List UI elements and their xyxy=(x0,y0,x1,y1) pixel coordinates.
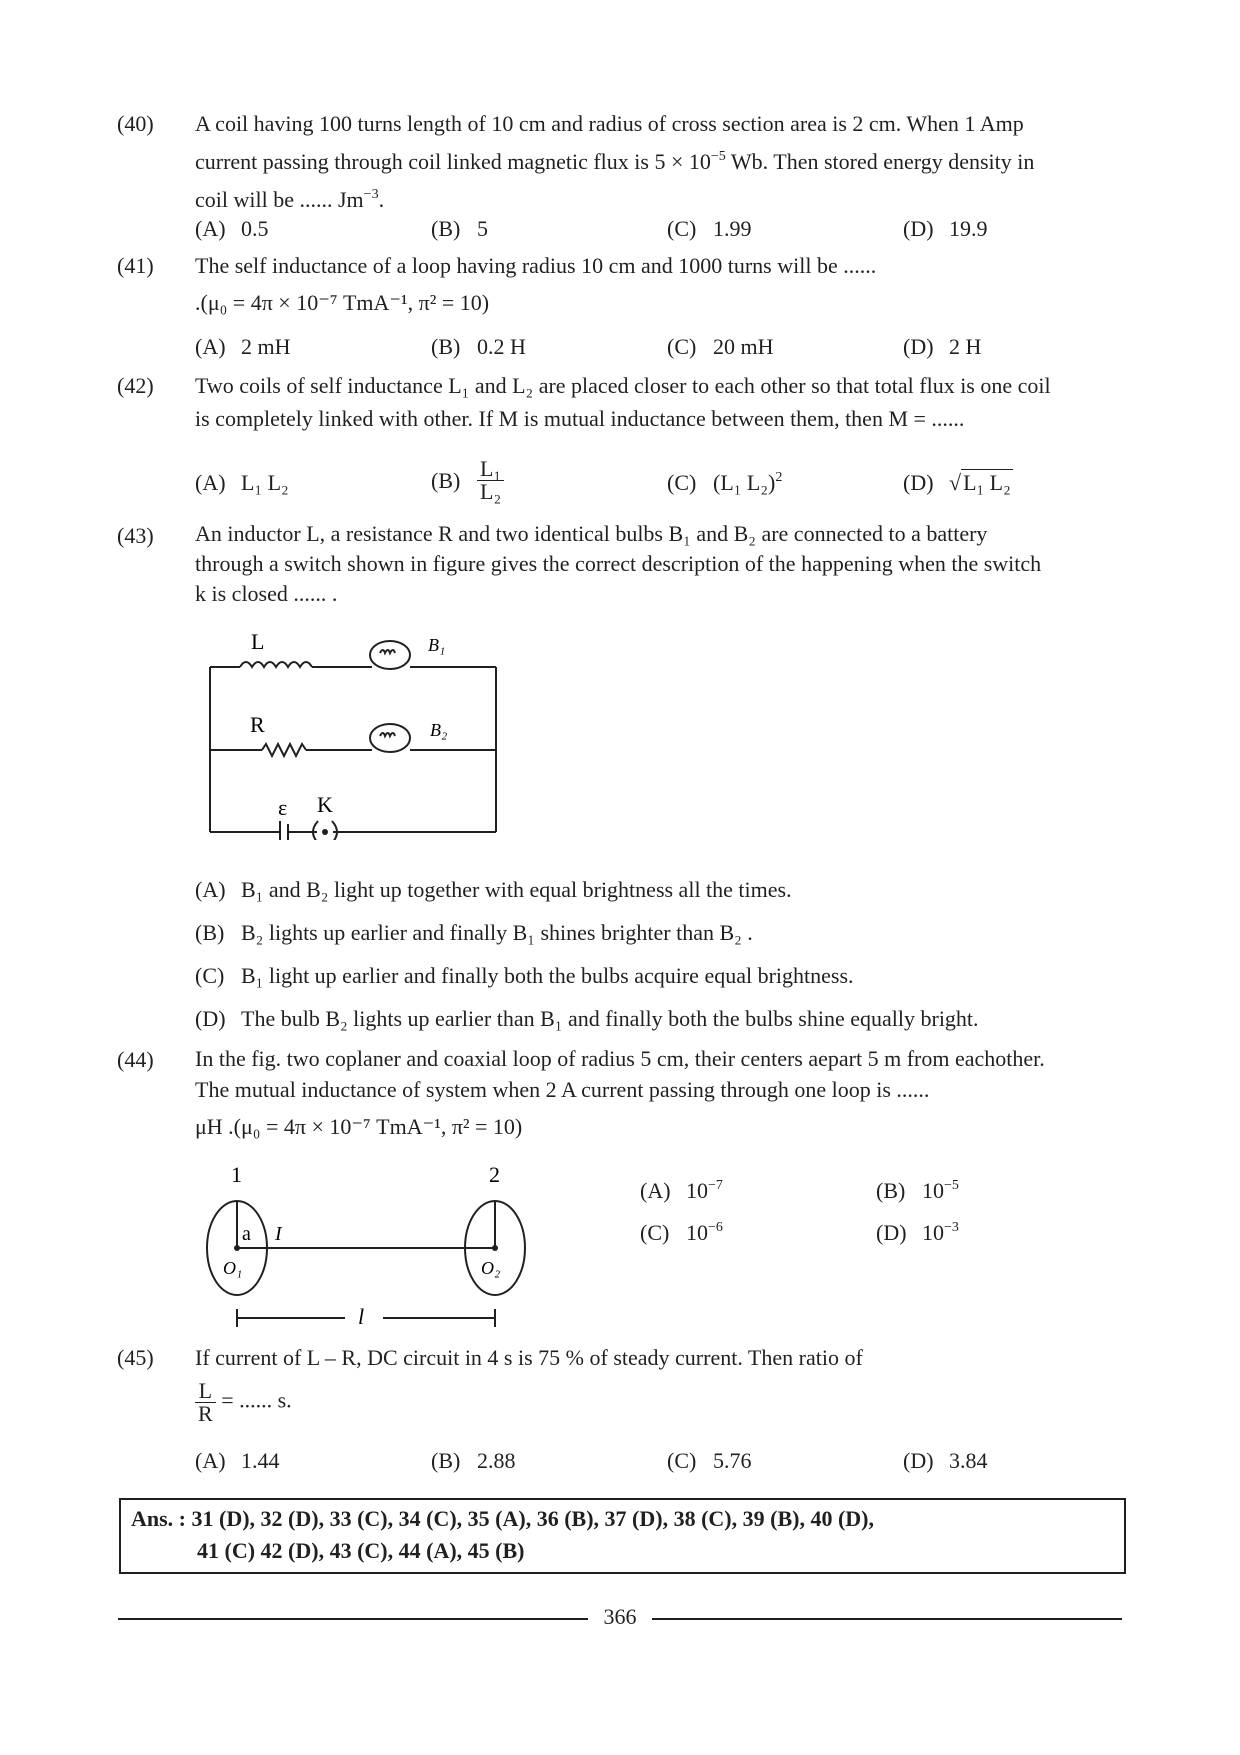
question-line: In the fig. two coplaner and coaxial loop of radius 5 cm, their centers aepart 5 m from eachother. xyxy=(195,1046,1045,1071)
options-44-row1 xyxy=(640,1178,1040,1212)
battery-label: ε xyxy=(278,795,288,820)
resistor-label: R xyxy=(250,712,265,737)
page-number: 366 xyxy=(603,1604,637,1629)
option-a[interactable]: (A) 0.5 xyxy=(195,216,269,241)
question-text xyxy=(195,249,1130,319)
center2-label: O₂ xyxy=(481,1258,501,1278)
bulb1-label: B₁ xyxy=(428,635,446,655)
option-b[interactable]: (B) 2.88 xyxy=(431,1448,516,1473)
option-b[interactable]: (B) B₂ lights up earlier and finally B₁ shines brighter than B₂ . xyxy=(195,920,753,945)
option-d[interactable]: (D) 19.9 xyxy=(903,216,988,241)
question-line: The self inductance of a loop having radius 10 cm and 1000 turns will be ...... xyxy=(195,253,877,278)
question-number: (40) xyxy=(117,111,154,136)
question-line: A coil having 100 turns length of 10 cm and radius of cross section area is 2 cm. When 1 Amp xyxy=(195,111,1024,136)
question-line: μH .(μ₀ = 4π × 10⁻⁷ TmA⁻¹, π² = 10) xyxy=(195,1114,523,1139)
center1-label: O₁ xyxy=(223,1258,243,1278)
question-number: (42) xyxy=(117,373,154,398)
question-text xyxy=(195,519,1130,609)
question-text xyxy=(195,107,1130,216)
question-line: $\frac{L}{R}$ = ...... s. xyxy=(195,1380,1130,1425)
loop1-label: 1 xyxy=(231,1162,242,1187)
option-c[interactable]: (C) 20 mH xyxy=(667,334,774,359)
option-d[interactable]: (D) $10^{-3}$ xyxy=(876,1220,959,1245)
option-c[interactable]: (C) (L₁ L₂)$^2$ xyxy=(667,470,783,495)
option-d[interactable]: (D) √L₁ L₂ xyxy=(903,470,1011,495)
footer-rule-left xyxy=(118,1618,588,1620)
question-line: current passing through coil linked magnetic flux is $5 \times 10^{-5}$ Wb. Then stored energy density in xyxy=(195,149,1035,174)
circuit-diagram xyxy=(200,625,510,840)
option-d[interactable]: (D) The bulb B₂ lights up earlier than B₁ and finally both the bulbs shine equally bright. xyxy=(195,1006,979,1031)
question-line: through a switch shown in figure gives the correct description of the happening when the switch xyxy=(195,551,1042,576)
option-c[interactable]: (C) B₁ light up earlier and finally both the bulbs acquire equal brightness. xyxy=(195,963,854,988)
inductor-label: L xyxy=(251,629,265,654)
question-number: (43) xyxy=(117,523,154,548)
option-b[interactable]: (B) $10^{-5}$ xyxy=(876,1178,959,1203)
option-c[interactable]: (C) 1.99 xyxy=(667,216,752,241)
options-42 xyxy=(195,458,1135,518)
answer-key-line: 41 (C) 42 (D), 43 (C), 44 (A), 45 (B) xyxy=(197,1538,525,1563)
question-line: Two coils of self inductance L₁ and L₂ are placed closer to each other so that total flux is one coil xyxy=(195,373,1051,398)
question-line: coil will be ...... $Jm^{-3}$. xyxy=(195,187,385,212)
footer-rule-right xyxy=(652,1618,1122,1620)
answer-key-line: Ans. : 31 (D), 32 (D), 33 (C), 34 (C), 35 (A), 36 (B), 37 (D), 38 (C), 39 (B), 40 (D), xyxy=(131,1506,874,1531)
option-a[interactable]: (A) L₁ L₂ xyxy=(195,470,289,495)
distance-label: l xyxy=(358,1304,365,1329)
options-44-row2 xyxy=(640,1220,1040,1254)
question-text xyxy=(195,1043,1130,1142)
option-a[interactable]: (A) 2 mH xyxy=(195,334,291,359)
options-40 xyxy=(195,216,1135,250)
option-a[interactable]: (A) $10^{-7}$ xyxy=(640,1178,723,1203)
resistor xyxy=(262,744,306,756)
option-c[interactable]: (C) $10^{-6}$ xyxy=(640,1220,723,1245)
option-d[interactable]: (D) 3.84 xyxy=(903,1448,988,1473)
question-line: If current of L – R, DC circuit in 4 s is 75 % of steady current. Then ratio of xyxy=(195,1345,863,1370)
current-label: I xyxy=(275,1223,282,1245)
question-line: is completely linked with other. If M is mutual inductance between them, then M = ...... xyxy=(195,406,965,431)
question-line: The mutual inductance of system when 2 A current passing through one loop is ...... xyxy=(195,1077,930,1102)
radius-label: a xyxy=(242,1223,251,1245)
option-d[interactable]: (D) 2 H xyxy=(903,334,982,359)
question-text xyxy=(195,1341,1130,1425)
question-line: An inductor L, a resistance R and two identical bulbs B₁ and B₂ are connected to a battery xyxy=(195,521,988,546)
option-b[interactable]: (B) 5 xyxy=(431,216,488,241)
switch-label: K xyxy=(317,792,333,817)
inductor xyxy=(240,662,312,667)
options-41 xyxy=(195,334,1135,368)
question-text xyxy=(195,369,1130,435)
answer-key-box xyxy=(119,1498,1126,1574)
option-a[interactable]: (A) B₁ and B₂ light up together with equal brightness all the times. xyxy=(195,877,792,902)
option-a[interactable]: (A) 1.44 xyxy=(195,1448,280,1473)
loop2-label: 2 xyxy=(489,1162,500,1187)
given-constants: .(μ₀ = 4π × 10⁻⁷ TmA⁻¹, π² = 10) xyxy=(195,290,490,315)
option-c[interactable]: (C) 5.76 xyxy=(667,1448,752,1473)
bulb2-label: B₂ xyxy=(430,720,448,740)
coaxial-loops-figure xyxy=(195,1160,545,1330)
question-number: (44) xyxy=(117,1047,154,1072)
question-number: (41) xyxy=(117,253,154,278)
option-b[interactable]: (B) 0.2 H xyxy=(431,334,526,359)
option-b[interactable]: (B) $\frac{\text{L₁}}{\text{L₂}}$ xyxy=(431,458,504,503)
question-line: k is closed ...... . xyxy=(195,581,338,606)
question-number: (45) xyxy=(117,1345,154,1370)
options-45 xyxy=(195,1448,1135,1482)
